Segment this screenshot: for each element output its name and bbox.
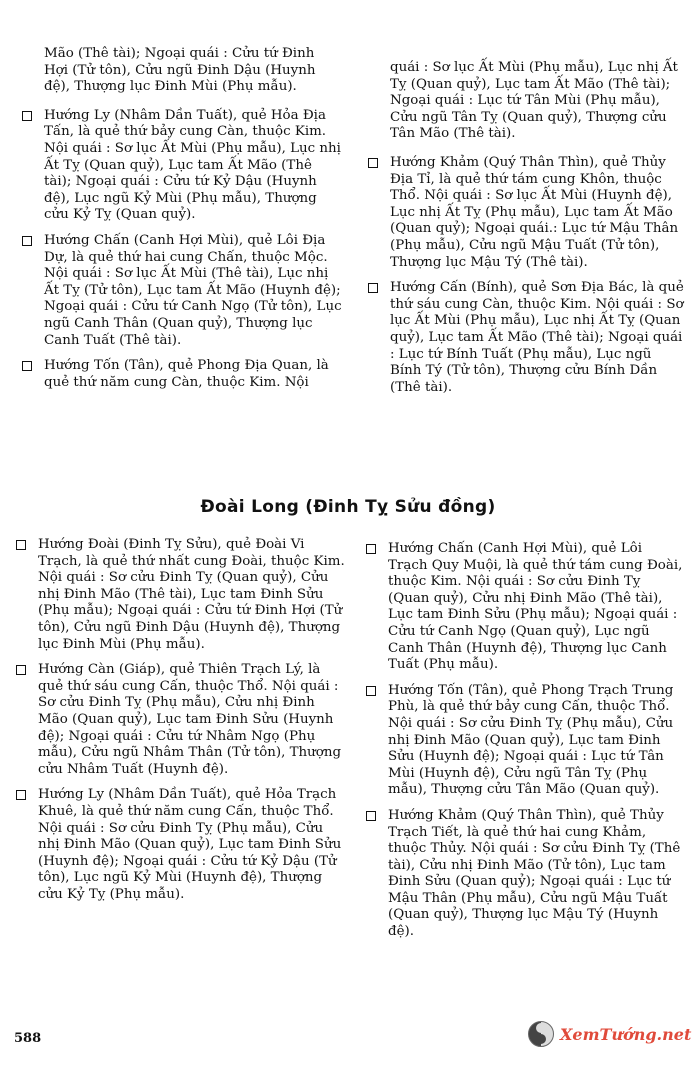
list-item xyxy=(20,108,342,224)
list-item xyxy=(364,683,684,799)
list-item xyxy=(364,808,684,941)
list-item xyxy=(366,155,684,271)
top-left-column xyxy=(20,46,342,400)
checkbox-bullet-icon xyxy=(22,236,32,246)
list-item xyxy=(364,541,684,674)
checkbox-bullet-icon xyxy=(368,283,378,293)
checkbox-bullet-icon xyxy=(22,361,32,371)
list-item xyxy=(14,662,346,778)
entry-text: Hướng Khảm (Quý Thân Thìn), quẻ Thủy Địa Tỉ, là quẻ thứ tám cung Khôn, thuộc Thổ. Nội quái : Sơ lục Ất Mùi (Huynh đệ), Lục nhị Ất Tỵ (Phụ mẫu), Lục tam Ất Mão (Quan quỷ); Ngoại quái.: Lục tứ Mậu Thân (Phụ mẫu), Cửu ngũ Mậu Tuất (Tử tôn), Thượng lục Mậu Tý (Thê tài). xyxy=(390,154,679,270)
page-number: 588 xyxy=(14,1031,42,1046)
entry-text: Hướng Ly (Nhâm Dần Tuất), quẻ Hỏa Trạch Khuê, là quẻ thứ năm cung Cấn, thuộc Thổ. Nội quái : Sơ cửu Đinh Tỵ (Phụ mẫu), Cửu nhị Đinh Mão (Quan quỷ), Lục tam Đinh Sửu (Huynh đệ); Ngoại quái : Cửu tứ Kỷ Dậu (Tử tôn), Lục ngũ Kỷ Mùi (Huynh đệ), Thượng cửu Kỷ Tỵ (Phụ mẫu). xyxy=(38,787,342,902)
checkbox-bullet-icon xyxy=(366,811,376,821)
entry-text: Hướng Chấn (Canh Hợi Mùi), quẻ Lôi Trạch Quy Muội, là quẻ thứ tám cung Đoài, thuộc Kim. Nội quái : Sơ cửu Đinh Tỵ (Quan quỷ), Cửu nhị Đinh Mão (Thê tài), Lục tam Đinh Sửu (Phụ mẫu); Ngoại quái : Cửu tứ Canh Ngọ (Quan quỷ), Lục ngũ Canh Thân (Huynh đệ), Thượng lục Canh Tuất (Phụ mẫu). xyxy=(388,541,683,673)
continued-entry xyxy=(20,46,342,96)
top-right-column xyxy=(366,60,684,405)
checkbox-bullet-icon xyxy=(368,158,378,168)
bottom-left-column xyxy=(14,537,346,912)
entry-text: Hướng Đoài (Đinh Tỵ Sửu), quẻ Đoài Vi Trạch, là quẻ thứ nhất cung Đoài, thuộc Kim. Nội quái : Sơ cửu Đinh Tỵ (Quan quỷ), Cửu nhị Đinh Mão (Thê tài), Lục tam Đinh Sửu (Phụ mẫu); Ngoại quái : Cửu tứ Đinh Hợi (Tử tôn), Cửu ngũ Đinh Dậu (Huynh đệ), Thượng lục Đinh Mùi (Phụ mẫu). xyxy=(38,537,345,652)
watermark xyxy=(528,1016,696,1052)
watermark-text: XemTướng.net xyxy=(560,1024,692,1044)
entry-text: Hướng Càn (Giáp), quẻ Thiên Trạch Lý, là quẻ thứ sáu cung Cấn, thuộc Thổ. Nội quái : Sơ cửu Đinh Tỵ (Phụ mẫu), Cửu nhị Đinh Mão (Quan quỷ), Lục tam Đinh Sửu (Huynh đệ); Ngoại quái : Cửu tứ Nhâm Ngọ (Phụ mẫu), Cửu ngũ Nhâm Thân (Tử tôn), Thượng cửu Nhâm Tuất (Huynh đệ). xyxy=(38,662,342,777)
checkbox-bullet-icon xyxy=(16,665,26,675)
entry-text: Hướng Cấn (Bính), quẻ Sơn Địa Bác, là quẻ thứ sáu cung Càn, thuộc Kim. Nội quái : Sơ lục Ất Mùi (Phụ mẫu), Lục nhị Ất Tỵ (Quan quỷ), Lục tam Ất Mão (Thê tài); Ngoại quái : Lục tứ Bính Tuất (Phụ mẫu), Lục ngũ Bính Tý (Tử tôn), Thượng cửu Bính Dần (Thê tài). xyxy=(390,280,684,395)
checkbox-bullet-icon xyxy=(366,686,376,696)
entry-text: Hướng Tốn (Tân), quẻ Phong Địa Quan, là quẻ thứ năm cung Càn, thuộc Kim. Nội xyxy=(44,358,329,390)
checkbox-bullet-icon xyxy=(16,790,26,800)
yin-yang-icon xyxy=(528,1021,554,1047)
entry-text: Hướng Chấn (Canh Hợi Mùi), quẻ Lôi Địa Dự, là quẻ thứ hai cung Chấn, thuộc Mộc. Nội quái : Sơ lục Ất Mùi (Thê tài), Lục nhị Ất Tỵ (Tử tôn), Lục tam Ất Mão (Huynh đệ); Ngoại quái : Cửu tứ Canh Ngọ (Tử tôn), Lục ngũ Canh Thân (Quan quỷ), Thượng lục Canh Tuất (Thê tài). xyxy=(44,232,342,348)
section-title: Đoài Long (Đinh Tỵ Sửu đồng) xyxy=(200,497,496,517)
list-item xyxy=(20,233,342,349)
checkbox-bullet-icon xyxy=(22,111,32,121)
entry-text: Hướng Ly (Nhâm Dần Tuất), quẻ Hỏa Địa Tấn, là quẻ thứ bảy cung Càn, thuộc Kim. Nội quái : Sơ lục Ất Mùi (Phụ mẫu), Lục nhị Ất Tỵ (Quan quỷ), Lục tam Ất Mão (Thê tài); Ngoại quái : Cửu tứ Kỷ Dậu (Huynh đệ), Lục ngũ Kỷ Mùi (Phụ mẫu), Thượng cửu Kỷ Tỵ (Quan quỷ). xyxy=(44,107,341,223)
checkbox-bullet-icon xyxy=(366,544,376,554)
list-item xyxy=(14,787,346,903)
bottom-right-column xyxy=(364,541,684,950)
list-item xyxy=(366,280,684,396)
entry-text: Hướng Khảm (Quý Thân Thìn), quẻ Thủy Trạch Tiết, là quẻ thứ hai cung Khảm, thuộc Thủy. Nội quái : Sơ cửu Đinh Tỵ (Thê tài), Cửu nhị Đinh Mão (Tử tôn), Lục tam Đinh Sửu (Quan quỷ); Ngoại quái : Lục tứ Mậu Thân (Phụ mẫu), Cửu ngũ Mậu Tuất (Quan quỷ), Thượng lục Mậu Tý (Huynh đệ). xyxy=(388,807,681,940)
entry-text: Hướng Tốn (Tân), quẻ Phong Trạch Trung Phù, là quẻ thứ bảy cung Cấn, thuộc Thổ. Nội quái : Sơ cửu Đinh Tỵ (Phụ mẫu), Cửu nhị Đinh Mão (Quan quỷ), Lục tam Đinh Sửu (Huynh đệ); Ngoại quái : Lục tứ Tân Mùi (Huynh đệ), Cửu ngũ Tân Tỵ (Phụ mẫu), Thượng cửu Tân Mão (Quan quỷ). xyxy=(388,682,674,798)
checkbox-bullet-icon xyxy=(16,540,26,550)
continued-entry xyxy=(366,60,684,143)
entry-text: Mão (Thê tài); Ngoại quái : Cửu tứ Đinh Hợi (Tử tôn), Cửu ngũ Đinh Dậu (Huynh đệ), Thượng lục Đinh Mùi (Phụ mẫu). xyxy=(44,46,316,95)
list-item xyxy=(20,358,342,391)
list-item xyxy=(14,537,346,653)
entry-text: quái : Sơ lục Ất Mùi (Phụ mẫu), Lục nhị Ất Tỵ (Quan quỷ), Lục tam Ất Mão (Thê tài); Ngoại quái : Lục tứ Tân Mùi (Phụ mẫu), Cửu ngũ Tân Tỵ (Quan quỷ), Thượng cửu Tân Mão (Thê tài). xyxy=(390,60,678,142)
